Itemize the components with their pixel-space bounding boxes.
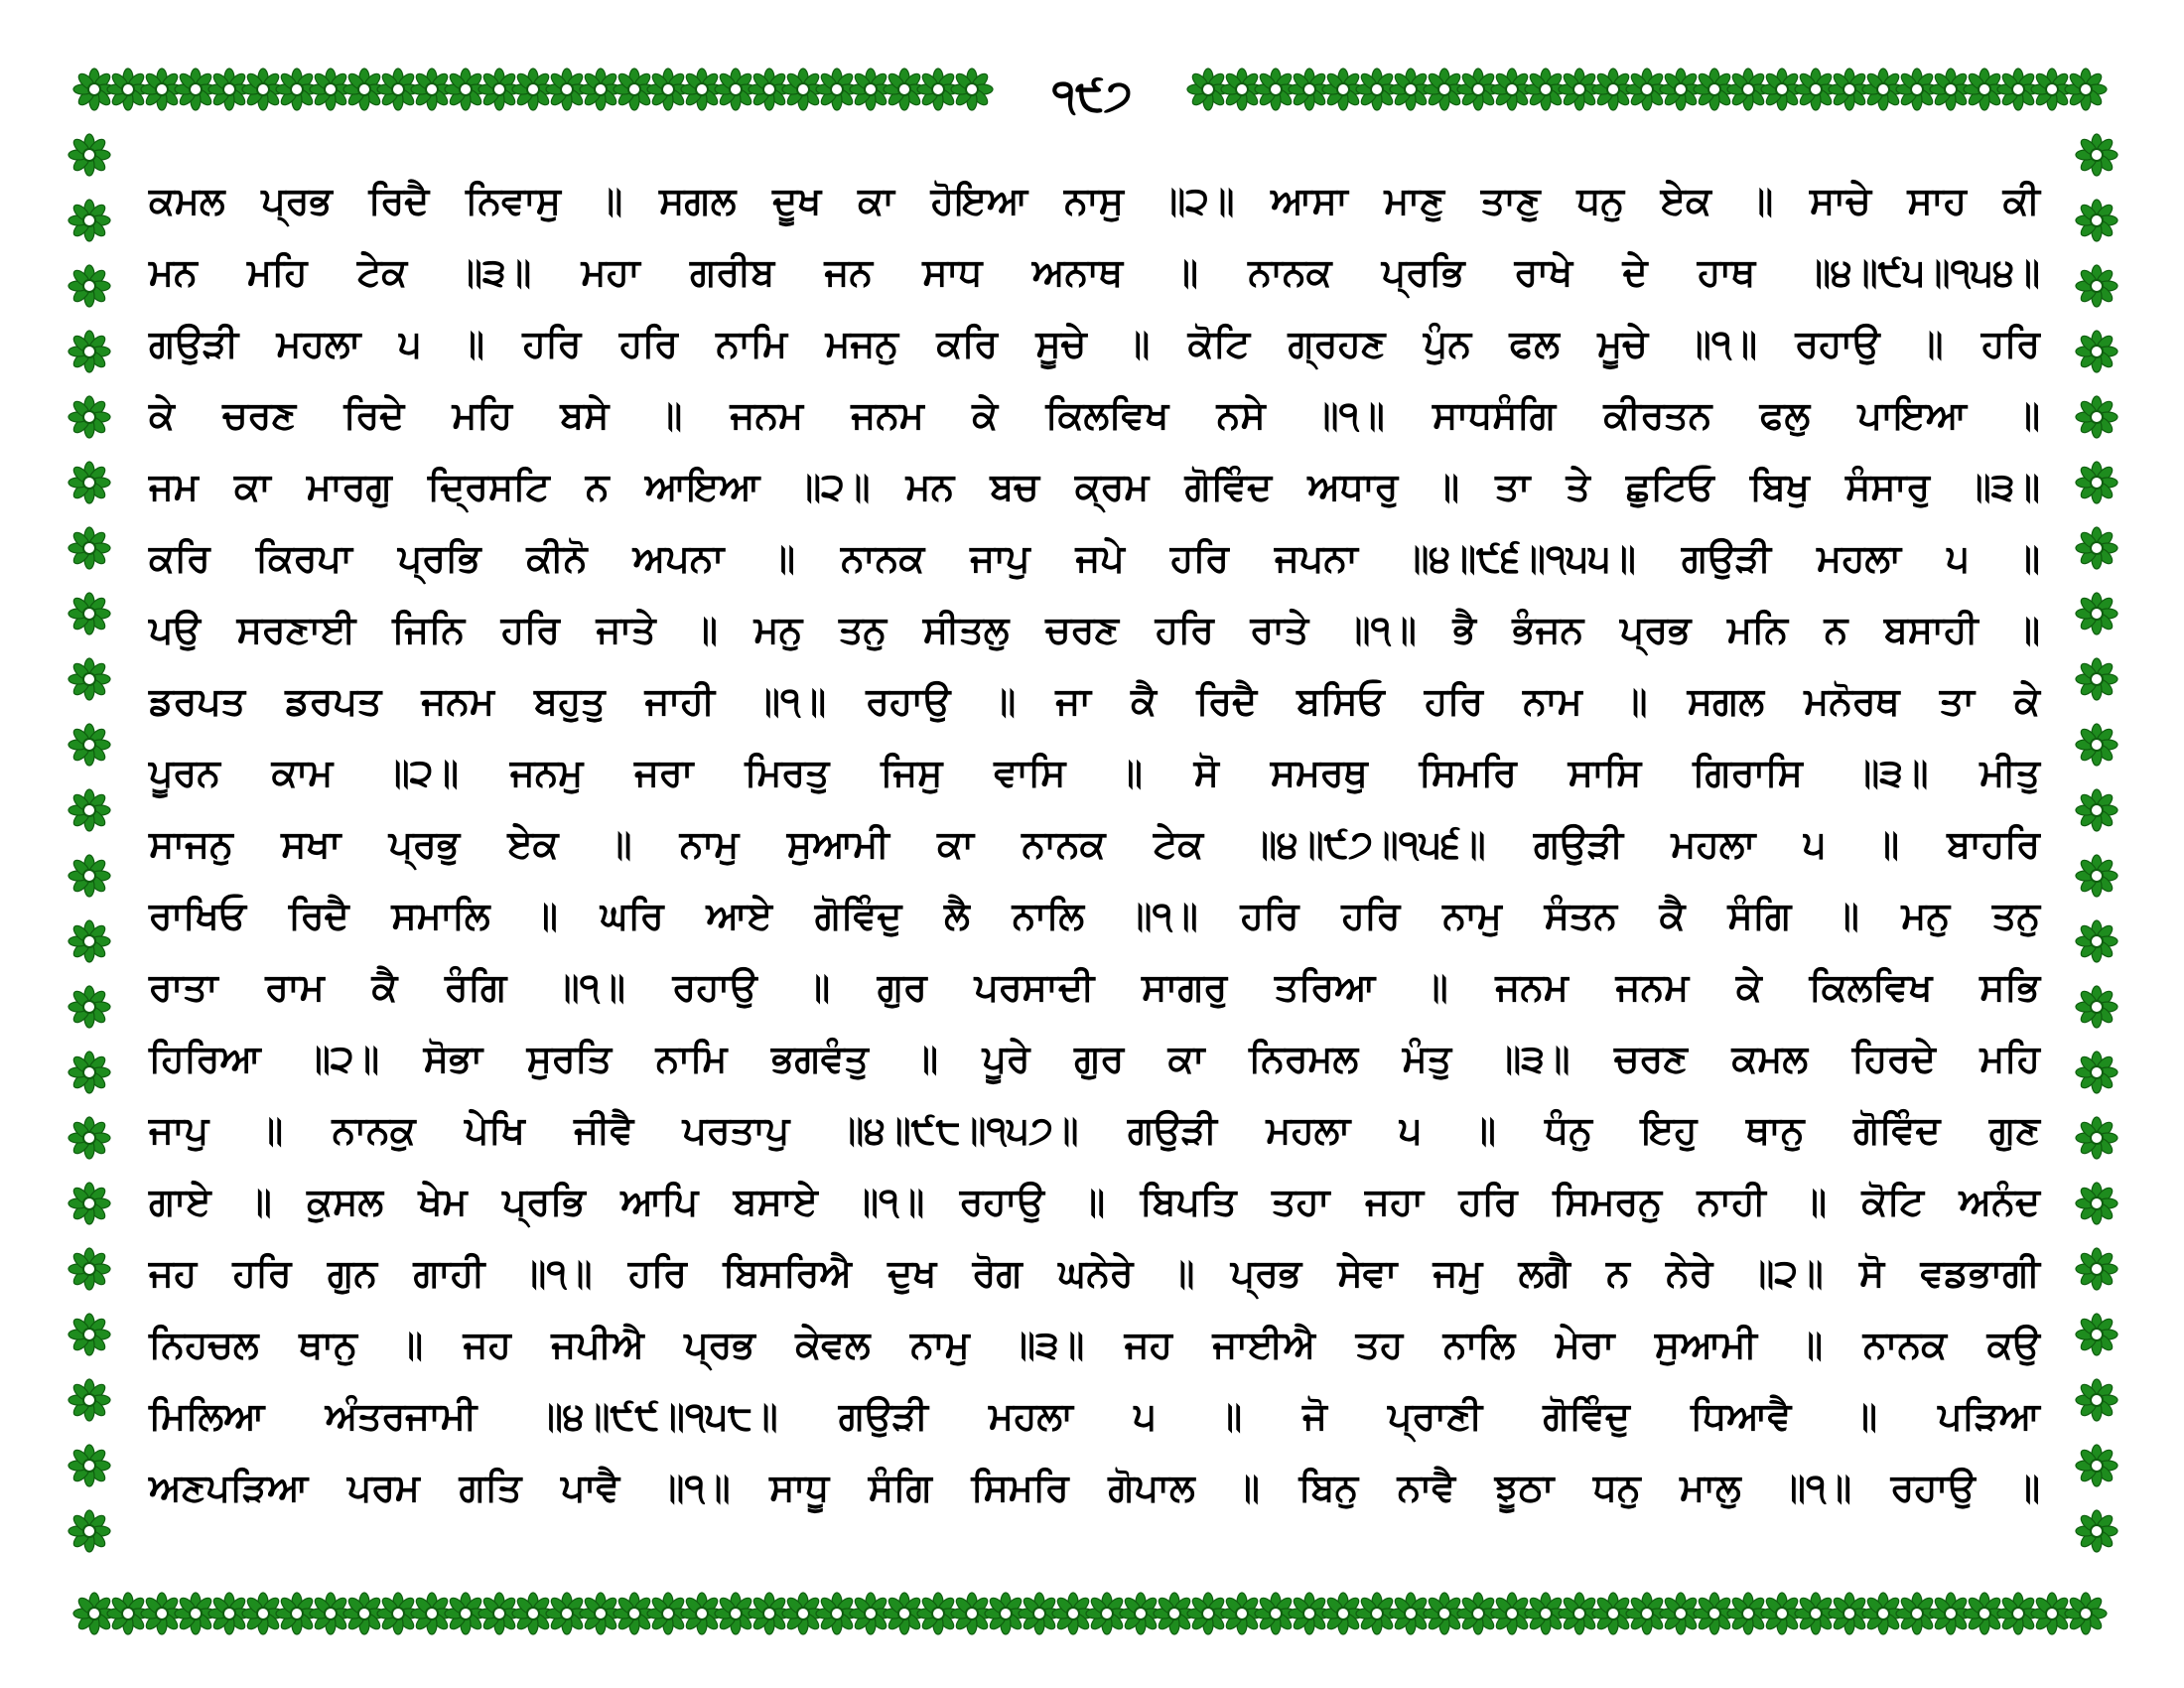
flower-icon — [2076, 265, 2117, 307]
verse-line: ਸਾਜਨੁ ਸਖਾ ਪ੍ਰਭੁ ਏਕ ॥ ਨਾਮੁ ਸੁਆਮੀ ਕਾ ਨਾਨਕ ਟੇਕ ॥੪॥੯੭॥੧੫੬॥ ਗਉੜੀ ਮਹਲਾ ੫ ॥ ਬਾਹਰਿ — [149, 822, 2040, 866]
verse-line: ਕੇ ਚਰਣ ਰਿਦੇ ਮਹਿ ਬਸੇ ॥ ਜਨਮ ਜਨਮ ਕੇ ਕਿਲਵਿਖ ਨਸੇ ॥੧॥ ਸਾਧਸੰਗਿ ਕੀਰਤਨ ਫਲੁ ਪਾਇਆ ॥ — [149, 393, 2040, 437]
flower-icon — [2076, 1183, 2117, 1224]
scripture-text — [149, 167, 2040, 1537]
flower-icon — [2076, 200, 2117, 241]
flower-icon — [2076, 593, 2117, 634]
page-number: ੧੯੭ — [1003, 62, 1181, 131]
verse-line: ਰਾਤਾ ਰਾਮ ਕੈ ਰੰਗਿ ॥੧॥ ਰਹਾਉ ॥ ਗੁਰ ਪਰਸਾਦੀ ਸਾਗਰੁ ਤਰਿਆ ॥ ਜਨਮ ਜਨਮ ਕੇ ਕਿਲਵਿਖ ਸਭਿ — [149, 965, 2040, 1009]
flower-icon — [68, 1510, 110, 1552]
flower-icon — [2076, 658, 2117, 700]
verse-line: ਗਾਏ ॥ ਕੁਸਲ ਖੇਮ ਪ੍ਰਭਿ ਆਪਿ ਬਸਾਏ ॥੧॥ ਰਹਾਉ ॥ ਬਿਪਤਿ ਤਹਾ ਜਹਾ ਹਰਿ ਸਿਮਰਨੁ ਨਾਹੀ ॥ ਕੋਟਿ ਅਨੰਦ — [149, 1180, 2040, 1223]
flower-icon — [68, 462, 110, 503]
flower-icon — [68, 920, 110, 962]
flower-icon — [2076, 1117, 2117, 1159]
flower-icon — [2076, 1379, 2117, 1421]
verse-line: ਕਰਿ ਕਿਰਪਾ ਪ੍ਰਭਿ ਕੀਨੋ ਅਪਨਾ ॥ ਨਾਨਕ ਜਾਪੁ ਜਪੇ ਹਰਿ ਜਪਨਾ ॥੪॥੯੬॥੧੫੫॥ ਗਉੜੀ ਮਹਲਾ ੫ ॥ — [149, 536, 2040, 580]
flower-icon — [2076, 724, 2117, 766]
flower-icon — [68, 1379, 110, 1421]
verse-line: ਡਰਪਤ ਡਰਪਤ ਜਨਮ ਬਹੁਤੁ ਜਾਹੀ ॥੧॥ ਰਹਾਉ ॥ ਜਾ ਕੈ ਰਿਦੈ ਬਸਿਓ ਹਰਿ ਨਾਮ ॥ ਸਗਲ ਮਨੋਰਥ ਤਾ ਕੇ — [149, 679, 2040, 723]
flower-icon — [68, 724, 110, 766]
verse-line: ਜਹ ਹਰਿ ਗੁਨ ਗਾਹੀ ॥੧॥ ਹਰਿ ਬਿਸਰਿਐ ਦੁਖ ਰੋਗ ਘਨੇਰੇ ॥ ਪ੍ਰਭ ਸੇਵਾ ਜਮੁ ਲਗੈ ਨ ਨੇਰੇ ॥੨॥ ਸੋ ਵਡਭਾਗੀ — [149, 1251, 2040, 1295]
flower-icon — [2065, 1593, 2107, 1634]
verse-line: ਗਉੜੀ ਮਹਲਾ ੫ ॥ ਹਰਿ ਹਰਿ ਨਾਮਿ ਮਜਨੁ ਕਰਿ ਸੂਚੇ ॥ ਕੋਟਿ ਗ੍ਰਹਣ ਪੁੰਨ ਫਲ ਮੂਚੇ ॥੧॥ ਰਹਾਉ ॥ ਹਰਿ — [149, 322, 2040, 365]
flower-icon — [68, 1183, 110, 1224]
flower-icon — [68, 527, 110, 569]
flower-icon — [2076, 920, 2117, 962]
flower-icon — [2076, 789, 2117, 831]
flower-icon — [2076, 855, 2117, 897]
flower-icon — [68, 200, 110, 241]
flower-icon — [2076, 396, 2117, 438]
flower-icon — [2076, 1052, 2117, 1093]
verse-line: ਪਉ ਸਰਣਾਈ ਜਿਨਿ ਹਰਿ ਜਾਤੇ ॥ ਮਨੁ ਤਨੁ ਸੀਤਲੁ ਚਰਣ ਹਰਿ ਰਾਤੇ ॥੧॥ ਭੈ ਭੰਜਨ ਪ੍ਰਭ ਮਨਿ ਨ ਬਸਾਹੀ ॥ — [149, 608, 2040, 651]
verse-line: ਕਮਲ ਪ੍ਰਭ ਰਿਦੈ ਨਿਵਾਸੁ ॥ ਸਗਲ ਦੂਖ ਕਾ ਹੋਇਆ ਨਾਸੁ ॥੨॥ ਆਸਾ ਮਾਣੁ ਤਾਣੁ ਧਨੁ ਏਕ ॥ ਸਾਚੇ ਸਾਹ ਕੀ — [149, 179, 2040, 222]
verse-line: ਨਿਹਚਲ ਥਾਨੁ ॥ ਜਹ ਜਪੀਐ ਪ੍ਰਭ ਕੇਵਲ ਨਾਮੁ ॥੩॥ ਜਹ ਜਾਈਐ ਤਹ ਨਾਲਿ ਮੇਰਾ ਸੁਆਮੀ ॥ ਨਾਨਕ ਕਉ — [149, 1323, 2040, 1366]
verse-line: ਰਾਖਿਓ ਰਿਦੈ ਸਮਾਲਿ ॥ ਘਰਿ ਆਏ ਗੋਵਿੰਦੁ ਲੈ ਨਾਲਿ ॥੧॥ ਹਰਿ ਹਰਿ ਨਾਮੁ ਸੰਤਨ ਕੈ ਸੰਗਿ ॥ ਮਨੁ ਤਨੁ — [149, 894, 2040, 937]
flower-icon — [68, 1117, 110, 1159]
flower-icon — [68, 331, 110, 372]
flower-icon — [2076, 1445, 2117, 1486]
flower-icon — [68, 134, 110, 176]
flower-icon — [2076, 134, 2117, 176]
verse-line: ਜਮ ਕਾ ਮਾਰਗੁ ਦ੍ਰਿਸਟਿ ਨ ਆਇਆ ॥੨॥ ਮਨ ਬਚ ਕ੍ਰਮ ਗੋਵਿੰਦ ਅਧਾਰੁ ॥ ਤਾ ਤੇ ਛੁਟਿਓ ਬਿਖੁ ਸੰਸਾਰੁ ॥੩॥ — [149, 465, 2040, 508]
verse-line: ਹਿਰਿਆ ॥੨॥ ਸੋਭਾ ਸੁਰਤਿ ਨਾਮਿ ਭਗਵੰਤੁ ॥ ਪੂਰੇ ਗੁਰ ਕਾ ਨਿਰਮਲ ਮੰਤੁ ॥੩॥ ਚਰਣ ਕਮਲ ਹਿਰਦੇ ਮਹਿ — [149, 1037, 2040, 1080]
flower-icon — [2076, 1510, 2117, 1552]
flower-icon — [68, 986, 110, 1028]
flower-icon — [68, 789, 110, 831]
flower-icon — [2076, 1314, 2117, 1355]
flower-icon — [68, 1314, 110, 1355]
flower-icon — [951, 69, 993, 110]
flower-icon — [68, 396, 110, 438]
verse-line: ਪੂਰਨ ਕਾਮ ॥੨॥ ਜਨਮੁ ਜਰਾ ਮਿਰਤੁ ਜਿਸੁ ਵਾਸਿ ॥ ਸੋ ਸਮਰਥੁ ਸਿਮਰਿ ਸਾਸਿ ਗਿਰਾਸਿ ॥੩॥ ਮੀਤੁ — [149, 751, 2040, 794]
flower-icon — [2065, 69, 2107, 110]
flower-icon — [2076, 331, 2117, 372]
flower-icon — [68, 1052, 110, 1093]
verse-line: ਜਾਪੁ ॥ ਨਾਨਕੁ ਪੇਖਿ ਜੀਵੈ ਪਰਤਾਪੁ ॥੪॥੯੮॥੧੫੭॥ ਗਉੜੀ ਮਹਲਾ ੫ ॥ ਧੰਨੁ ਇਹੁ ਥਾਨੁ ਗੋਵਿੰਦ ਗੁਣ — [149, 1108, 2040, 1152]
flower-icon — [68, 265, 110, 307]
flower-icon — [68, 1248, 110, 1290]
flower-icon — [68, 855, 110, 897]
flower-icon — [2076, 527, 2117, 569]
verse-line: ਮਿਲਿਆ ਅੰਤਰਜਾਮੀ ॥੪॥੯੯॥੧੫੮॥ ਗਉੜੀ ਮਹਲਾ ੫ ॥ ਜੋ ਪ੍ਰਾਣੀ ਗੋਵਿੰਦੁ ਧਿਆਵੈ ॥ ਪੜਿਆ — [149, 1394, 2040, 1438]
flower-icon — [68, 1445, 110, 1486]
flower-icon — [68, 658, 110, 700]
flower-icon — [68, 593, 110, 634]
flower-icon — [2076, 1248, 2117, 1290]
verse-line: ਮਨ ਮਹਿ ਟੇਕ ॥੩॥ ਮਹਾ ਗਰੀਬ ਜਨ ਸਾਧ ਅਨਾਥ ॥ ਨਾਨਕ ਪ੍ਰਭਿ ਰਾਖੇ ਦੇ ਹਾਥ ॥੪॥੯੫॥੧੫੪॥ — [149, 250, 2040, 294]
flower-icon — [2076, 462, 2117, 503]
verse-line: ਅਣਪੜਿਆ ਪਰਮ ਗਤਿ ਪਾਵੈ ॥੧॥ ਸਾਧੂ ਸੰਗਿ ਸਿਮਰਿ ਗੋਪਾਲ ॥ ਬਿਨੁ ਨਾਵੈ ਝੂਠਾ ਧਨੁ ਮਾਲੁ ॥੧॥ ਰਹਾਉ ॥ — [149, 1466, 2040, 1509]
flower-icon — [2076, 986, 2117, 1028]
